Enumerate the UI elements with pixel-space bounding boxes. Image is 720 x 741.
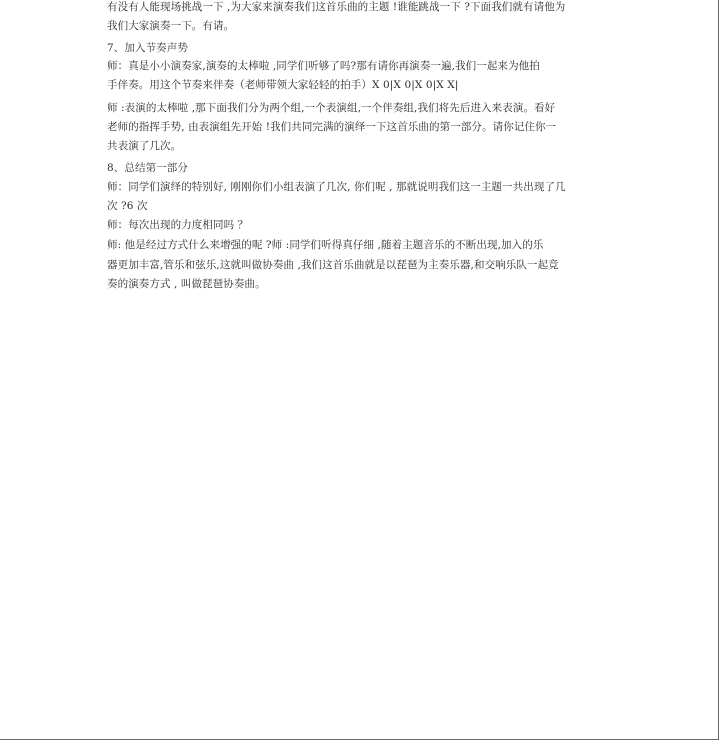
paragraph-line: 有没有人能现场挑战一下 ,为大家来演奏我们这首乐曲的主题 !谁能跳战一下 ?下面我们就有请他为 bbox=[107, 1, 566, 13]
paragraph-line: 我们大家演奏一下。有请。 bbox=[107, 20, 235, 32]
paragraph-line: 共表演了几次。 bbox=[107, 140, 182, 152]
paragraph-line: 师: 他是经过方式什么来增强的呢 ?师 :同学们听得真仔细 ,随着主题音乐的不断出现,加入的乐 bbox=[107, 239, 544, 251]
paragraph-line: 奏的演奏方式 , 叫做琵琶协奏曲。 bbox=[107, 278, 266, 290]
paragraph-line: 手伴奏。用这个节奏来伴奏（老师带领大家轻轻的拍手）X 0|X 0|X 0|X X| bbox=[107, 79, 459, 91]
paragraph-line: 师：真是小小演奏家,演奏的太棒啦 ,同学们听够了吗?那有请你再演奏一遍,我们一起来为他拍 bbox=[107, 60, 540, 72]
paragraph-line: 老师的指挥手势, 由表演组先开始 !我们共同完满的演绎一下这首乐曲的第一部分。请你记住你一 bbox=[107, 121, 557, 133]
paragraph-line: 器更加丰富,管乐和弦乐,这就叫做协奏曲 ,我们这首乐曲就是以琵琶为主奏乐器,和交响乐队一起竞 bbox=[107, 259, 559, 271]
section-heading: 7、加入节奏声势 bbox=[107, 42, 188, 54]
paragraph-line: 次 ?6 次 bbox=[107, 200, 148, 212]
paragraph-line: 师 :表演的太棒啦 ,那下面我们分为两个组,一个表演组,一个伴奏组,我们将先后进入来表演。看好 bbox=[107, 102, 556, 114]
paragraph-line: 师：同学们演绎的特别好, 刚刚你们小组表演了几次, 你们呢 , 那就说明我们这一主题一共出现了几 bbox=[107, 181, 566, 193]
paragraph-line: 师：每次出现的力度相同吗 ？ bbox=[107, 219, 249, 231]
section-heading: 8、总结第一部分 bbox=[107, 162, 188, 174]
